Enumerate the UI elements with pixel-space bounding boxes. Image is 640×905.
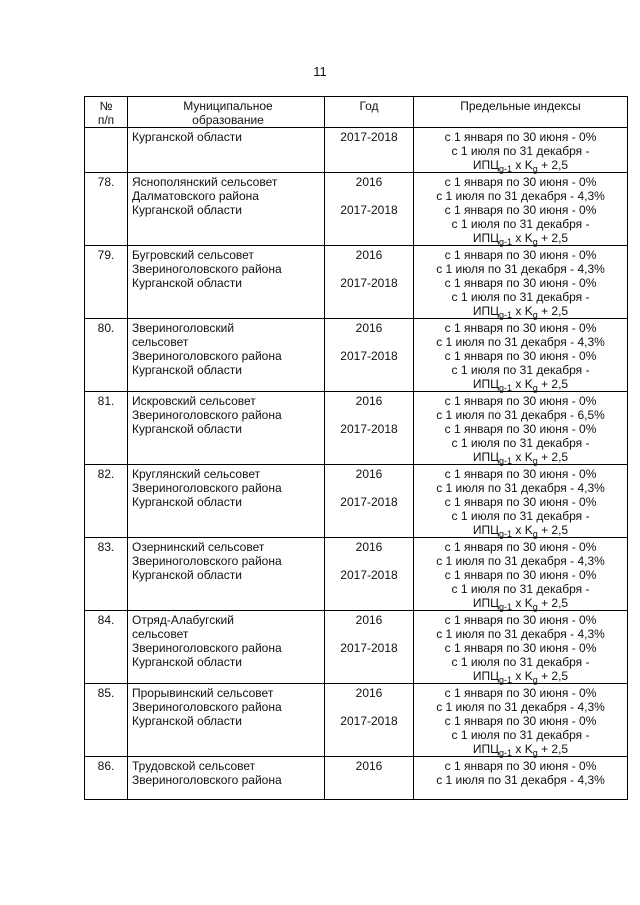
- row-municipality-cell: [128, 392, 325, 465]
- index-line: с 1 июля по 31 декабря -: [451, 509, 590, 523]
- municipality-line: Искровский сельсовет: [132, 394, 256, 408]
- formula-tail: + 2,5: [537, 596, 569, 610]
- index-line: с 1 января по 30 июня - 0%: [444, 568, 597, 582]
- formula-ipc: ИПЦ: [472, 158, 500, 172]
- formula-ipc-sub: g-1: [499, 456, 513, 466]
- formula-k-sub: g: [532, 675, 538, 685]
- formula-mid: x K: [512, 158, 533, 172]
- header-municipality: [128, 97, 325, 128]
- row-num-cell: 85.: [85, 684, 128, 757]
- year-gap: [325, 481, 413, 495]
- row-indices-cell: [414, 611, 628, 684]
- year-value: 2017-2018: [340, 495, 398, 509]
- index-line: с 1 января по 30 июня - 0%: [444, 130, 597, 144]
- header-indices: Предельные индексы: [414, 97, 628, 128]
- formula: [414, 596, 627, 610]
- formula-ipc: ИПЦ: [472, 742, 500, 756]
- row-indices-cell: [414, 757, 628, 800]
- row-municipality-cell: [128, 684, 325, 757]
- row-year-cell: [325, 319, 414, 392]
- index-line: с 1 января по 30 июня - 0%: [444, 641, 597, 655]
- year-value: 2017-2018: [340, 641, 398, 655]
- year-value: 2016: [355, 321, 383, 335]
- formula-mid: x K: [512, 231, 533, 245]
- index-line: с 1 июля по 31 декабря - 4,3%: [436, 335, 605, 349]
- formula-tail: + 2,5: [537, 377, 569, 391]
- year-value: 2017-2018: [340, 130, 398, 144]
- formula-k-sub: g: [532, 529, 538, 539]
- municipality-line: Звериноголовский: [132, 321, 235, 335]
- row-indices-cell: [414, 173, 628, 246]
- row-year-cell: [325, 246, 414, 319]
- index-line: с 1 января по 30 июня - 0%: [444, 248, 597, 262]
- row-num-cell: 86.: [85, 757, 128, 800]
- row-num-cell: 82.: [85, 465, 128, 538]
- formula-k-sub: g: [532, 237, 538, 247]
- row-num-cell: 79.: [85, 246, 128, 319]
- index-line: с 1 июля по 31 декабря -: [451, 144, 590, 158]
- formula-k-sub: g: [532, 164, 538, 174]
- index-line: с 1 июля по 31 декабря -: [451, 290, 590, 304]
- municipality-line: Звериноголовского района: [132, 262, 282, 276]
- formula: [414, 450, 627, 464]
- year-value: 2017-2018: [340, 568, 398, 582]
- index-line: с 1 января по 30 июня - 0%: [444, 540, 597, 554]
- index-line: с 1 июля по 31 декабря - 6,5%: [436, 408, 605, 422]
- formula: [414, 304, 627, 318]
- table-row: [85, 173, 628, 246]
- index-line: с 1 июля по 31 декабря - 4,3%: [436, 700, 605, 714]
- index-line: с 1 июля по 31 декабря - 4,3%: [436, 481, 605, 495]
- row-year-cell: [325, 465, 414, 538]
- year-value: 2017-2018: [340, 714, 398, 728]
- formula-ipc: ИПЦ: [472, 377, 500, 391]
- formula-ipc-sub: g-1: [499, 748, 513, 758]
- year-value: 2017-2018: [340, 349, 398, 363]
- formula-tail: + 2,5: [537, 450, 569, 464]
- table-row: [85, 246, 628, 319]
- row-municipality-cell: [128, 128, 325, 173]
- formula-mid: x K: [512, 304, 533, 318]
- header-municipality-line: Муниципальное: [183, 99, 273, 113]
- formula-ipc: ИПЦ: [472, 231, 500, 245]
- table-row: [85, 319, 628, 392]
- index-line: с 1 января по 30 июня - 0%: [444, 276, 597, 290]
- formula-ipc-sub: g-1: [499, 310, 513, 320]
- index-line: с 1 января по 30 июня - 0%: [444, 394, 597, 408]
- formula-mid: x K: [512, 596, 533, 610]
- municipality-line: Курганской области: [132, 422, 242, 436]
- row-indices-cell: [414, 538, 628, 611]
- formula-tail: + 2,5: [537, 742, 569, 756]
- municipality-line: Курганской области: [132, 568, 242, 582]
- row-municipality-cell: [128, 611, 325, 684]
- formula: [414, 377, 627, 391]
- row-num-cell: 81.: [85, 392, 128, 465]
- row-municipality-cell: [128, 757, 325, 800]
- formula: [414, 523, 627, 537]
- index-line: с 1 января по 30 июня - 0%: [444, 321, 597, 335]
- index-line: с 1 января по 30 июня - 0%: [444, 203, 597, 217]
- year-gap: [325, 335, 413, 349]
- row-year-cell: [325, 173, 414, 246]
- year-value: 2016: [355, 759, 383, 773]
- index-line: с 1 января по 30 июня - 0%: [444, 686, 597, 700]
- row-indices-cell: [414, 392, 628, 465]
- year-gap: [325, 700, 413, 714]
- year-gap: [325, 408, 413, 422]
- municipality-line: Курганской области: [132, 130, 242, 144]
- formula-mid: x K: [512, 450, 533, 464]
- index-line: с 1 июля по 31 декабря - 4,3%: [436, 773, 605, 787]
- year-value: 2016: [355, 394, 383, 408]
- formula-tail: + 2,5: [537, 231, 569, 245]
- index-line: с 1 июля по 31 декабря -: [451, 436, 590, 450]
- formula-k-sub: g: [532, 456, 538, 466]
- row-num-cell: [85, 128, 128, 173]
- formula-ipc-sub: g-1: [499, 675, 513, 685]
- table-row: [85, 538, 628, 611]
- municipality-line: сельсовет: [132, 335, 189, 349]
- row-year-cell: [325, 611, 414, 684]
- table-row-last: [85, 757, 628, 800]
- formula-k-sub: g: [532, 602, 538, 612]
- formula-tail: + 2,5: [537, 669, 569, 683]
- year-gap: [325, 189, 413, 203]
- index-line: с 1 июля по 31 декабря -: [451, 728, 590, 742]
- row-indices-cell: [414, 684, 628, 757]
- municipality-line: Курганской области: [132, 276, 242, 290]
- table-header-row: [85, 97, 628, 128]
- page-number: 11: [313, 64, 327, 79]
- row-num-cell: 83.: [85, 538, 128, 611]
- row-num-cell: 80.: [85, 319, 128, 392]
- header-num-line: п/п: [97, 113, 115, 127]
- header-year: Год: [325, 97, 414, 128]
- formula-ipc: ИПЦ: [472, 450, 500, 464]
- table-row-continuation: [85, 128, 628, 173]
- header-num: [85, 97, 128, 128]
- formula-mid: x K: [512, 742, 533, 756]
- row-indices-cell: [414, 319, 628, 392]
- index-line: с 1 июля по 31 декабря -: [451, 363, 590, 377]
- row-municipality-cell: [128, 538, 325, 611]
- year-value: 2016: [355, 248, 383, 262]
- formula-ipc-sub: g-1: [499, 237, 513, 247]
- header-municipality-line: образование: [192, 113, 264, 127]
- municipality-line: Бугровский сельсовет: [132, 248, 254, 262]
- municipality-line: Курганской области: [132, 655, 242, 669]
- formula-ipc: ИПЦ: [472, 596, 500, 610]
- formula-mid: x K: [512, 669, 533, 683]
- year-gap: [325, 554, 413, 568]
- row-indices-cell: [414, 246, 628, 319]
- municipality-line: Звериноголовского района: [132, 349, 282, 363]
- year-gap: [325, 627, 413, 641]
- municipality-line: Круглянский сельсовет: [132, 467, 261, 481]
- row-num-cell: 84.: [85, 611, 128, 684]
- index-line: с 1 июля по 31 декабря -: [451, 217, 590, 231]
- municipality-line: Озернинский сельсовет: [132, 540, 265, 554]
- index-line: с 1 января по 30 июня - 0%: [444, 714, 597, 728]
- formula-tail: + 2,5: [537, 158, 569, 172]
- year-value: 2016: [355, 540, 383, 554]
- table-row: [85, 611, 628, 684]
- municipality-line: Курганской области: [132, 714, 242, 728]
- row-municipality-cell: [128, 173, 325, 246]
- index-line: с 1 января по 30 июня - 0%: [444, 422, 597, 436]
- row-indices-cell: [414, 128, 628, 173]
- year-gap: [325, 262, 413, 276]
- index-line: с 1 июля по 31 декабря - 4,3%: [436, 189, 605, 203]
- table-row: [85, 684, 628, 757]
- row-year-cell: [325, 757, 414, 800]
- formula-k-sub: g: [532, 748, 538, 758]
- municipality-line: Курганской области: [132, 363, 242, 377]
- formula-mid: x K: [512, 377, 533, 391]
- year-value: 2017-2018: [340, 276, 398, 290]
- formula-ipc-sub: g-1: [499, 383, 513, 393]
- municipality-line: Прорывинский сельсовет: [132, 686, 274, 700]
- year-value: 2016: [355, 175, 383, 189]
- municipality-line: Звериноголовского района: [132, 773, 282, 787]
- year-value: 2016: [355, 686, 383, 700]
- table-row: [85, 465, 628, 538]
- row-year-cell: [325, 538, 414, 611]
- formula-k-sub: g: [532, 310, 538, 320]
- municipality-line: Звериноголовского района: [132, 481, 282, 495]
- formula-ipc-sub: g-1: [499, 602, 513, 612]
- index-line: с 1 июля по 31 декабря - 4,3%: [436, 262, 605, 276]
- municipality-line: Звериноголовского района: [132, 408, 282, 422]
- limit-indices-table: [84, 96, 628, 800]
- index-line: с 1 января по 30 июня - 0%: [444, 467, 597, 481]
- year-value: 2016: [355, 613, 383, 627]
- index-line: с 1 января по 30 июня - 0%: [444, 759, 597, 773]
- formula-ipc: ИПЦ: [472, 669, 500, 683]
- index-line: с 1 января по 30 июня - 0%: [444, 175, 597, 189]
- index-line: с 1 июля по 31 декабря -: [451, 655, 590, 669]
- formula-ipc: ИПЦ: [472, 523, 500, 537]
- index-line: с 1 января по 30 июня - 0%: [444, 613, 597, 627]
- municipality-line: сельсовет: [132, 627, 189, 641]
- formula: [414, 669, 627, 683]
- municipality-line: Далматовского района: [132, 189, 259, 203]
- table-row: [85, 392, 628, 465]
- formula-ipc-sub: g-1: [499, 164, 513, 174]
- formula-tail: + 2,5: [537, 304, 569, 318]
- row-municipality-cell: [128, 319, 325, 392]
- municipality-line: Отряд-Алабугский: [132, 613, 234, 627]
- index-line: с 1 января по 30 июня - 0%: [444, 349, 597, 363]
- municipality-line: Курганской области: [132, 495, 242, 509]
- formula-ipc: ИПЦ: [472, 304, 500, 318]
- year-value: 2017-2018: [340, 422, 398, 436]
- row-year-cell: [325, 128, 414, 173]
- header-num-line: №: [99, 99, 113, 113]
- formula-tail: + 2,5: [537, 523, 569, 537]
- row-year-cell: [325, 392, 414, 465]
- formula-mid: x K: [512, 523, 533, 537]
- index-line: с 1 июля по 31 декабря -: [451, 582, 590, 596]
- formula: [414, 158, 627, 172]
- municipality-line: Звериноголовского района: [132, 641, 282, 655]
- formula-ipc-sub: g-1: [499, 529, 513, 539]
- row-indices-cell: [414, 465, 628, 538]
- municipality-line: Звериноголовского района: [132, 700, 282, 714]
- year-value: 2016: [355, 467, 383, 481]
- row-municipality-cell: [128, 465, 325, 538]
- municipality-line: Трудовской сельсовет: [132, 759, 256, 773]
- municipality-line: Яснополянский сельсовет: [132, 175, 278, 189]
- formula: [414, 742, 627, 756]
- formula-k-sub: g: [532, 383, 538, 393]
- formula: [414, 231, 627, 245]
- row-municipality-cell: [128, 246, 325, 319]
- row-num-cell: 78.: [85, 173, 128, 246]
- year-value: 2017-2018: [340, 203, 398, 217]
- municipality-line: Звериноголовского района: [132, 554, 282, 568]
- row-year-cell: [325, 684, 414, 757]
- index-line: с 1 января по 30 июня - 0%: [444, 495, 597, 509]
- index-line: с 1 июля по 31 декабря - 4,3%: [436, 627, 605, 641]
- municipality-line: Курганской области: [132, 203, 242, 217]
- index-line: с 1 июля по 31 декабря - 4,3%: [436, 554, 605, 568]
